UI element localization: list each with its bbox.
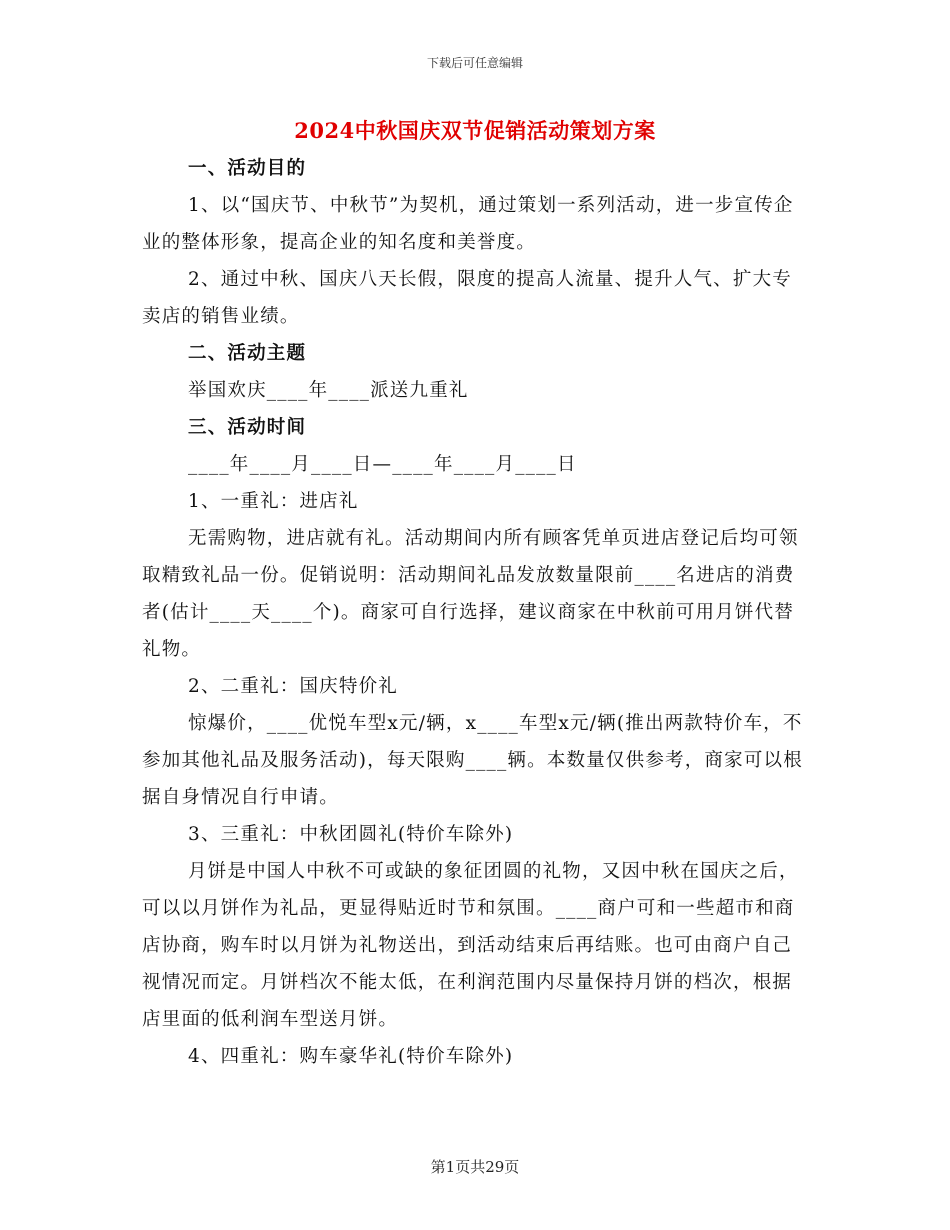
paragraph-purpose-2: 2、通过中秋、国庆八天长假，限度的提高人流量、提升人气、扩大专卖店的销售业绩。 [142,269,792,327]
gift-2-title: 2、二重礼：国庆特价礼 [188,676,398,697]
section-heading-time: 三、活动时间 [188,417,307,438]
paragraph-time: ____年____月____日—____年____月____日 [188,454,577,475]
gift-2-description: 惊爆价，____优悦车型x元/辆，x____车型x元/辆(推出两款特价车，不参加其他礼品及服务活动)，每天限购____辆。本数量仅供参考，商家可以根据自身情况自行申请。 [142,713,803,808]
section-heading-purpose: 一、活动目的 [188,158,307,179]
paragraph-purpose-1: 1、以“国庆节、中秋节”为契机，通过策划一系列活动，进一步宣传企业的整体形象，提高企业的知名度和美誉度。 [142,195,794,253]
gift-4-title: 4、四重礼：购车豪华礼(特价车除外) [188,1046,514,1067]
page-header-note: 下载后可任意编辑 [426,56,523,70]
page-number: 第1页共29页 [430,1158,520,1176]
gift-1-title: 1、一重礼：进店礼 [188,491,359,512]
gift-3-description: 月饼是中国人中秋不可或缺的象征团圆的礼物，又因中秋在国庆之后，可以以月饼作为礼品，更显得贴近时节和氛围。____商户可和一些超市和商店协商，购车时以月饼为礼物送出，到活动结束后再结账。也可由商户自己视情况而定。月饼档次不能太低，在利润范围内尽量保持月饼的档次，根据店里面的低利润车型送月饼。 [142,861,799,1030]
gift-3-title: 3、三重礼：中秋团圆礼(特价车除外) [188,824,514,845]
document-title: 2024中秋国庆双节促销活动策划方案 [294,118,656,143]
gift-1-description: 无需购物，进店就有礼。活动期间内所有顾客凭单页进店登记后均可领取精致礼品一份。促销说明：活动期间礼品发放数量限前____名进店的消费者(估计____天____个)。商家可自行选择，建议商家在中秋前可用月饼代替礼物。 [142,528,799,660]
section-heading-theme: 二、活动主题 [188,343,307,364]
paragraph-theme: 举国欢庆____年____派送九重礼 [188,380,469,401]
document-body [142,150,810,1075]
